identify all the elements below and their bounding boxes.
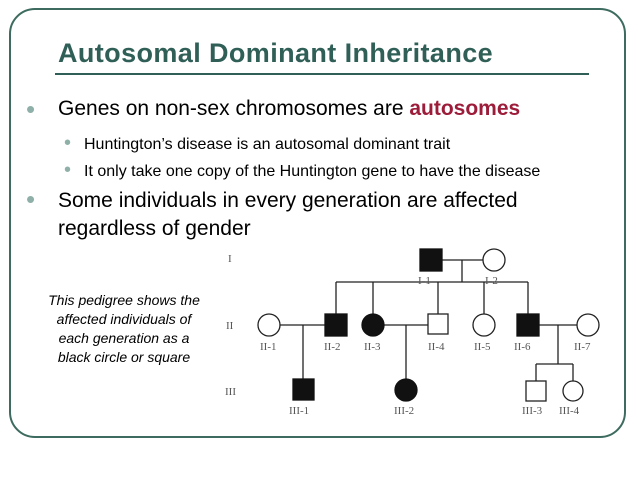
bullet-icon: •	[26, 94, 36, 124]
sub-bullet-one-copy: It only take one copy of the Huntington gene to have the disease	[84, 163, 541, 180]
individual-III-2-affected-female	[395, 379, 417, 401]
generation-label-III: III	[225, 386, 236, 398]
label-III-3: III-3	[522, 405, 543, 417]
individual-II-6-affected-male	[517, 314, 539, 336]
bullet-text: Genes on non-sex chromosomes are	[58, 97, 410, 120]
individual-III-1-affected-male	[293, 379, 314, 400]
label-III-4: III-4	[559, 405, 580, 417]
generation-label-I: I	[228, 253, 232, 265]
label-I-2: I-2	[485, 275, 498, 287]
individual-III-4-female	[563, 381, 583, 401]
generation-label-II: II	[226, 320, 234, 332]
individual-II-5-female	[473, 314, 495, 336]
individual-II-7-female	[577, 314, 599, 336]
sub-bullet-icon: •	[64, 159, 72, 181]
individual-I-2-female	[483, 249, 505, 271]
label-II-6: II-6	[514, 341, 531, 353]
label-II-4: II-4	[428, 341, 445, 353]
individual-I-1-affected-male	[420, 249, 442, 271]
label-I-1: I-1	[418, 275, 431, 287]
sub-bullet-huntington: Huntington’s disease is an autosomal dominant trait	[84, 136, 451, 153]
label-II-3: II-3	[364, 341, 381, 353]
autosomes-highlight: autosomes	[409, 97, 521, 120]
label-II-7: II-7	[574, 341, 591, 353]
slide-title: Autosomal Dominant Inheritance	[58, 38, 494, 68]
bullet-icon: •	[26, 184, 36, 214]
bullet-autosomes	[58, 97, 520, 121]
pedigree-chart	[218, 238, 618, 418]
individual-II-1-female	[258, 314, 280, 336]
individual-III-3-male	[526, 381, 546, 401]
sub-bullet-icon: •	[64, 132, 72, 154]
title-underline	[55, 73, 589, 75]
label-II-2: II-2	[324, 341, 341, 353]
label-II-1: II-1	[260, 341, 277, 353]
individual-II-4-male	[428, 314, 448, 334]
label-II-5: II-5	[474, 341, 491, 353]
bullet-every-generation: Some individuals in every generation are affected regardless of gender	[58, 189, 518, 240]
pedigree-caption: This pedigree shows the affected individuals of each generation as a black circle or square	[48, 292, 200, 365]
individual-II-3-affected-female	[362, 314, 384, 336]
label-III-1: III-1	[289, 405, 310, 417]
label-III-2: III-2	[394, 405, 415, 417]
individual-II-2-affected-male	[325, 314, 347, 336]
